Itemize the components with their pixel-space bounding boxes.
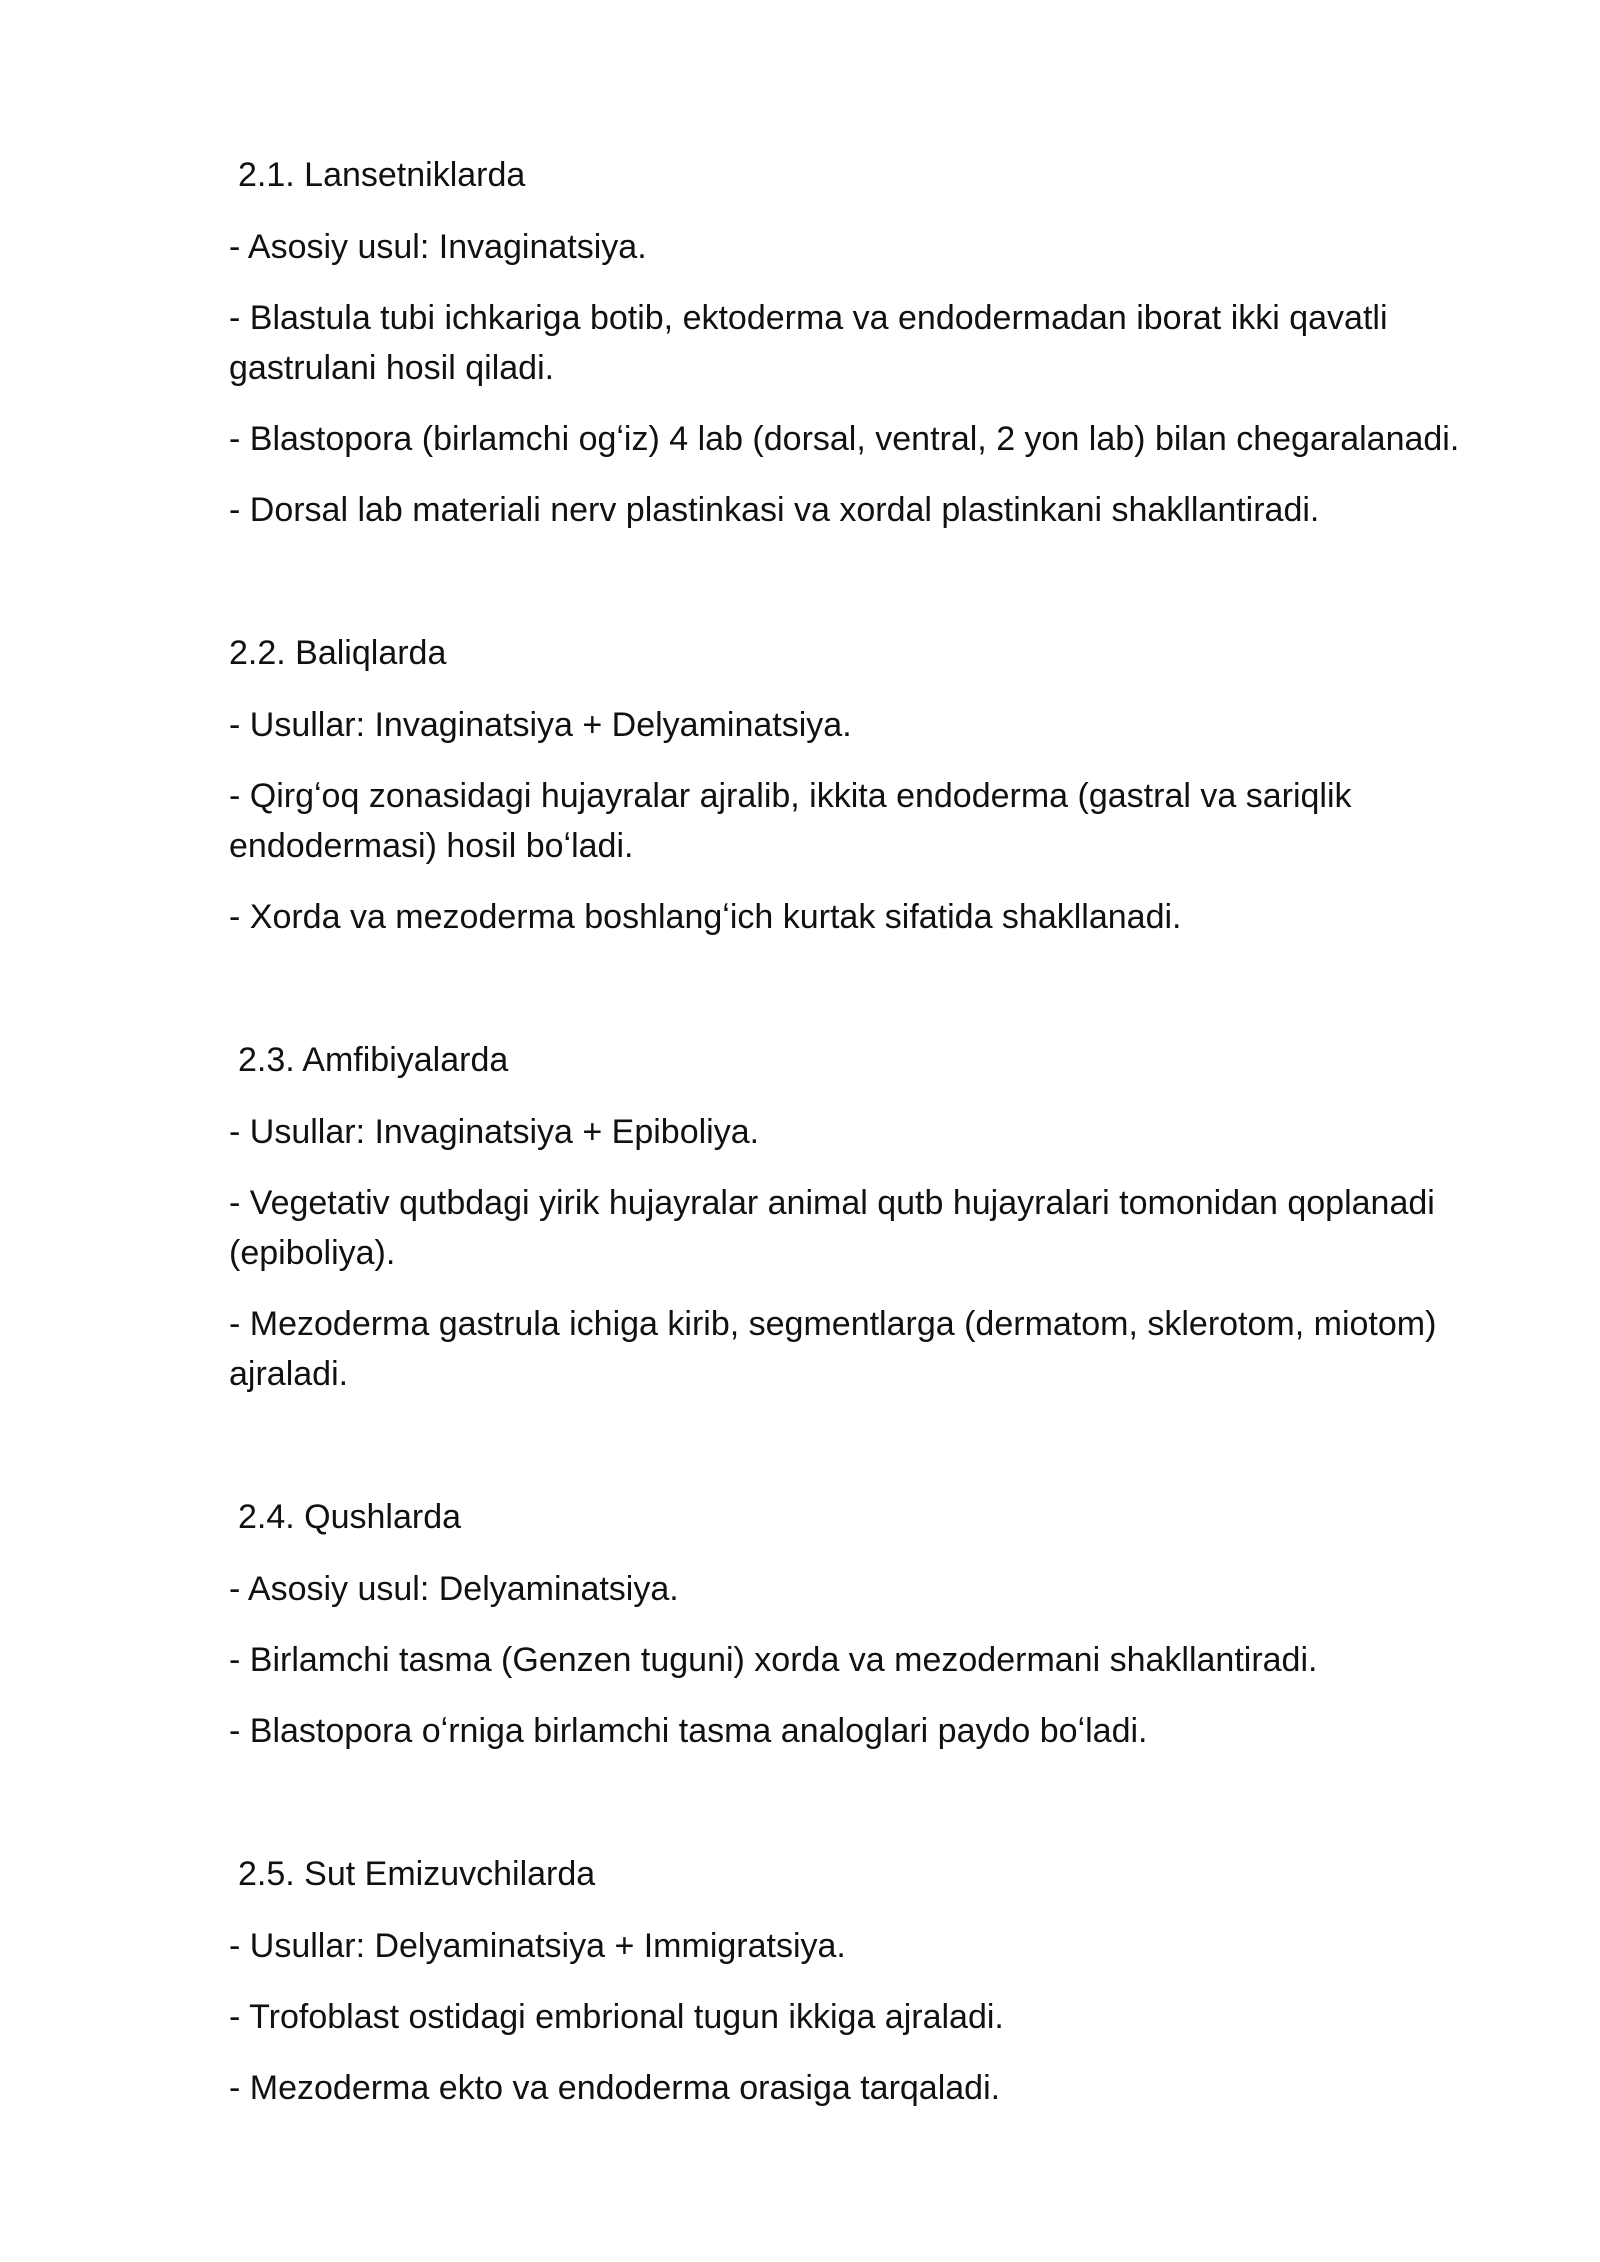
paragraph-line: - Asosiy usul: Delyaminatsiya. <box>229 1570 679 1608</box>
section-heading: 2.1. Lansetniklarda <box>238 156 526 194</box>
paragraph-line: - Vegetativ qutbdagi yirik hujayralar animal qutb hujayralari tomonidan qoplanadi (epiboliya). <box>229 1184 1435 1272</box>
paragraph-line: - Usullar: Invaginatsiya + Epiboliya. <box>229 1113 760 1151</box>
paragraph-line: - Blastula tubi ichkariga botib, ektoderma va endodermadan iborat ikki qavatli gastrulani hosil qiladi. <box>229 299 1388 387</box>
paragraph-line: - Mezoderma ekto va endoderma orasiga tarqaladi. <box>229 2069 1001 2107</box>
section-amfibiyalarda <box>229 1035 1499 1399</box>
paragraph-line: - Usullar: Delyaminatsiya + Immigratsiya. <box>229 1927 846 1965</box>
section-baliqlarda <box>229 628 1499 942</box>
section-sut-emizuvchilarda <box>229 1849 1499 2113</box>
paragraph-line: - Blastopora oʻrniga birlamchi tasma analoglari paydo boʻladi. <box>229 1712 1148 1750</box>
section-heading: 2.2. Baliqlarda <box>229 634 447 672</box>
section-lansetniklarda <box>229 150 1499 535</box>
document-body <box>229 150 1499 2113</box>
section-qushlarda <box>229 1492 1499 1756</box>
paragraph-line: - Birlamchi tasma (Genzen tuguni) xorda va mezodermani shakllantiradi. <box>229 1641 1318 1679</box>
paragraph-line: - Usullar: Invaginatsiya + Delyaminatsiya. <box>229 706 852 744</box>
paragraph-line: - Trofoblast ostidagi embrional tugun ikkiga ajraladi. <box>229 1998 1004 2036</box>
paragraph-line: - Dorsal lab materiali nerv plastinkasi va xordal plastinkani shakllantiradi. <box>229 491 1320 529</box>
paragraph-line: - Asosiy usul: Invaginatsiya. <box>229 228 647 266</box>
paragraph-line: - Blastopora (birlamchi ogʻiz) 4 lab (dorsal, ventral, 2 yon lab) bilan chegaralanadi. <box>229 420 1460 458</box>
paragraph-line: - Xorda va mezoderma boshlangʻich kurtak sifatida shakllanadi. <box>229 898 1182 936</box>
paragraph-line: - Qirgʻoq zonasidagi hujayralar ajralib, ikkita endoderma (gastral va sariqlik endodermasi) hosil boʻladi. <box>229 777 1352 865</box>
paragraph-line: - Mezoderma gastrula ichiga kirib, segmentlarga (dermatom, sklerotom, miotom) ajraladi. <box>229 1305 1437 1393</box>
section-heading: 2.3. Amfibiyalarda <box>238 1041 509 1079</box>
section-heading: 2.5. Sut Emizuvchilarda <box>238 1855 596 1893</box>
section-heading: 2.4. Qushlarda <box>238 1498 462 1536</box>
